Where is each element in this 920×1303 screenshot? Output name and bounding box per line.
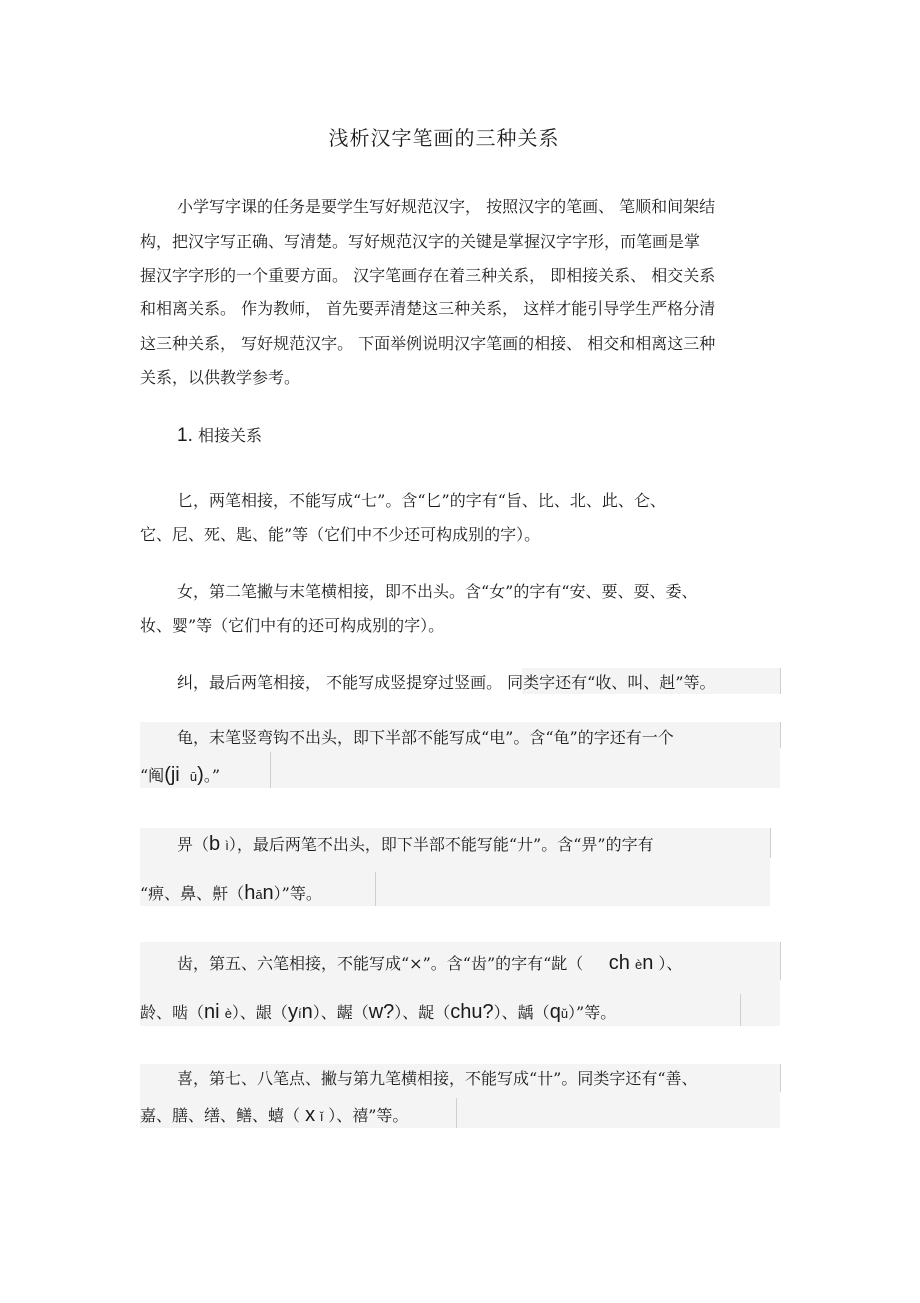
pinyin: b (209, 833, 221, 855)
paragraph-line: 纠，最后两笔相接， 不能写成竖提穿过竖画。 同类字还有“收、叫、赳”等。 (177, 673, 716, 692)
pinyin: (ji (164, 764, 180, 786)
text-span: ）、龋（ (493, 1003, 550, 1022)
page-title: 浅析汉字笔画的三种关系 (328, 126, 560, 150)
pinyin-tone: è (634, 957, 643, 972)
pinyin: w? (368, 1001, 395, 1023)
pinyin: ch (608, 952, 630, 974)
text-span: ）”等。 (273, 884, 322, 903)
pinyin-tone: ì (225, 838, 229, 853)
pinyin: ni (204, 1001, 220, 1023)
paragraph-line (140, 764, 220, 786)
paragraph-line (177, 952, 682, 974)
pinyin: chu? (450, 1001, 494, 1023)
intro-line: 这三种关系， 写好规范汉字。 下面举例说明汉字笔画的相接、 相交和相离这三种 (140, 334, 716, 353)
intro-line: 小学写字课的任务是要学生写好规范汉字， 按照汉字的笔画、 笔顺和间架结 (177, 197, 716, 216)
text-span: “阄 (140, 766, 165, 785)
paragraph-line: 龟，末笔竖弯钩不出头，即下半部不能写成“电”。含“龟”的字还有一个 (177, 728, 674, 747)
pinyin: x (305, 1104, 316, 1126)
paragraph-line: 匕，两笔相接，不能写成“七”。含“匕”的字有“旨、比、北、此、仑、 (177, 491, 666, 510)
pinyin: n (642, 952, 654, 974)
pinyin-tone: í (297, 1006, 302, 1021)
paragraph-line: 女，第二笔撇与末笔横相接，即不出头。含“女”的字有“安、要、耍、委、 (177, 582, 698, 601)
paragraph-line: 妆、婴”等（它们中有的还可构成别的字）。 (140, 616, 445, 635)
pinyin-tone: ǔ (560, 1006, 569, 1021)
pinyin: n (262, 882, 274, 904)
intro-line: 构，把汉字写正确、写清楚。写好规范汉字的关键是掌握汉字字形，而笔画是掌 (140, 232, 701, 251)
section-heading (177, 425, 262, 447)
text-span: ）、龈（ (231, 1003, 288, 1022)
pinyin-tone: ū (189, 769, 198, 784)
intro-line: 关系，以供教学参考。 (140, 368, 301, 387)
pinyin: h (244, 882, 256, 904)
text-span: 嘉、膳、缮、鳝、蟢（ (140, 1106, 301, 1125)
intro-line: 和相离关系。 作为教师， 首先要弄清楚这三种关系， 这样才能引导学生严格分清 (140, 299, 716, 318)
paragraph-line (177, 833, 654, 855)
paragraph-line (140, 1001, 616, 1023)
pinyin: q (549, 1001, 561, 1023)
text-span: ），最后两笔不出头，即下半部不能写能“廾”。含“畀”的字有 (228, 835, 654, 854)
text-span: ）、龊（ (394, 1003, 451, 1022)
text-span: 畀（ (177, 835, 210, 854)
pinyin-tone: ǐ (320, 1109, 324, 1124)
text-span: “痹、鼻、鼾（ (140, 884, 245, 903)
section-number: 1. (177, 425, 193, 446)
pinyin-tone: ā (255, 887, 263, 902)
paragraph-line (140, 882, 322, 904)
paragraph-line (140, 1104, 408, 1126)
pinyin: y (287, 1001, 298, 1023)
text-span: 齿，第五、六笔相接，不能写成“×”。含“齿”的字有“龀（ (177, 954, 584, 973)
text-span: 。” (203, 766, 220, 785)
intro-line: 握汉字字形的一个重要方面。 汉字笔画存在着三种关系， 即相接关系、 相交关系 (140, 266, 716, 285)
text-span: ）”等。 (568, 1003, 617, 1022)
pinyin-tone: è (224, 1006, 232, 1021)
text-span: ）、龌（ (312, 1003, 369, 1022)
paragraph-line: 它、尼、死、匙、能”等（它们中不少还可构成别的字）。 (140, 525, 541, 544)
section-label: 相接关系 (197, 426, 262, 445)
text-span: 龄、啮（ (140, 1003, 205, 1022)
text-span: ）、禧”等。 (328, 1106, 409, 1125)
paragraph-line: 喜，第七、八笔点、撇与第九笔横相接，不能写成“卄”。同类字还有“善、 (177, 1069, 698, 1088)
pinyin: ) (197, 764, 204, 786)
text-span: ）、 (658, 954, 683, 973)
pinyin: n (301, 1001, 313, 1023)
